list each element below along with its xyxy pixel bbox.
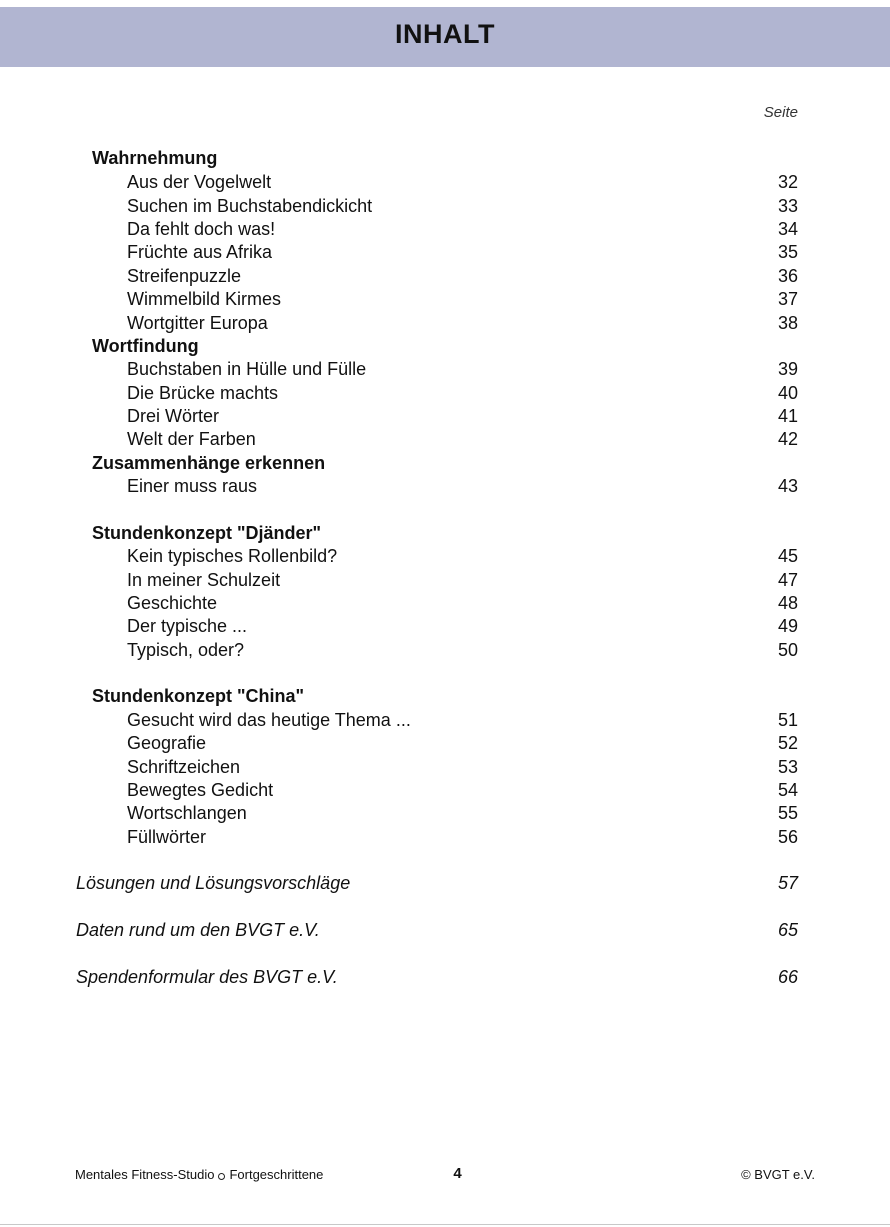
toc-entry-title: Suchen im Buchstabendickicht [127,196,373,216]
toc-entry-page: 53 [777,757,798,777]
toc-entry-title: Streifenpuzzle [127,266,242,286]
toc-entry-page: 35 [777,242,798,262]
toc-final-entry-title: Lösungen und Lösungsvorschläge [76,873,351,893]
toc-entry-page: 36 [777,266,798,286]
footer-level-name: Fortgeschrittene [229,1167,324,1182]
toc-entry-title: Bewegtes Gedicht [127,780,274,800]
page-title: INHALT [395,19,495,49]
toc-entry-title: Aus der Vogelwelt [127,172,272,192]
toc-entry-page: 40 [777,383,798,403]
toc-entry-page: 52 [777,733,798,753]
footer-separator-icon [218,1173,225,1180]
toc-entry-title: Einer muss raus [127,476,258,496]
toc-entry-title: Drei Wörter [127,406,220,426]
page-column-label: Seite [763,104,798,121]
footer-series-name: Mentales Fitness-Studio [75,1167,215,1182]
toc-entry-title: Schriftzeichen [127,757,241,777]
footer-copyright: © BVGT e.V. [741,1167,815,1182]
toc-entry-page: 45 [777,546,798,566]
toc-entry-title: Kein typisches Rollenbild? [127,546,338,566]
toc-entry-title: Geschichte [127,593,218,613]
toc-entry-title: Welt der Farben [127,429,256,449]
toc-final-entry-page: 65 [777,920,798,940]
bottom-divider [0,1224,890,1225]
toc-entry-title: Früchte aus Afrika [127,242,273,262]
toc-section-heading: Stundenkonzept "China" [92,686,305,706]
toc-entry-page: 48 [777,593,798,613]
toc-entry-page: 37 [777,289,798,309]
toc-entry-page: 42 [777,429,798,449]
toc-entry-page: 56 [777,827,798,847]
toc-entry-page: 32 [777,172,798,192]
toc-entry-title: Füllwörter [127,827,207,847]
toc-entry-page: 54 [777,780,798,800]
toc-entry-title: Geografie [127,733,207,753]
toc-entry-page: 43 [777,476,798,496]
toc-entry-page: 38 [777,313,798,333]
toc-entry-title: Die Brücke machts [127,383,279,403]
toc-entry-title: Gesucht wird das heutige Thema ... [127,710,411,730]
toc-entry-page: 47 [777,570,798,590]
toc-entry-page: 41 [777,406,798,426]
toc-entry-page: 33 [777,196,798,216]
toc-entry-title: Der typische ... [127,616,248,636]
toc-section-heading: Stundenkonzept "Djänder" [92,523,322,543]
toc-final-entry-title: Spendenformular des BVGT e.V. [76,967,338,987]
toc-entry-title: Buchstaben in Hülle und Fülle [127,359,367,379]
toc-entry-title: Typisch, oder? [127,640,245,660]
toc-entry-title: Da fehlt doch was! [127,219,276,239]
footer-book-title [75,1167,323,1182]
toc-section-heading: Zusammenhänge erkennen [92,453,326,473]
toc-entry-page: 55 [777,803,798,823]
toc-entry-title: Wortschlangen [127,803,247,823]
footer-page-number: 4 [453,1165,462,1182]
toc-section-heading: Wortfindung [92,336,199,356]
toc-final-entry-page: 57 [777,873,798,893]
toc-entry-page: 51 [777,710,798,730]
toc-entry-page: 50 [777,640,798,660]
toc-entry-title: In meiner Schulzeit [127,570,281,590]
toc-entry-page: 49 [777,616,798,636]
toc-entry-title: Wimmelbild Kirmes [127,289,282,309]
toc-entry-title: Wortgitter Europa [127,313,268,333]
toc-entry-page: 39 [777,359,798,379]
toc-entry-page: 34 [777,219,798,239]
toc-section-heading: Wahrnehmung [92,148,218,168]
toc-final-entry-title: Daten rund um den BVGT e.V. [76,920,320,940]
toc-final-entry-page: 66 [777,967,798,987]
